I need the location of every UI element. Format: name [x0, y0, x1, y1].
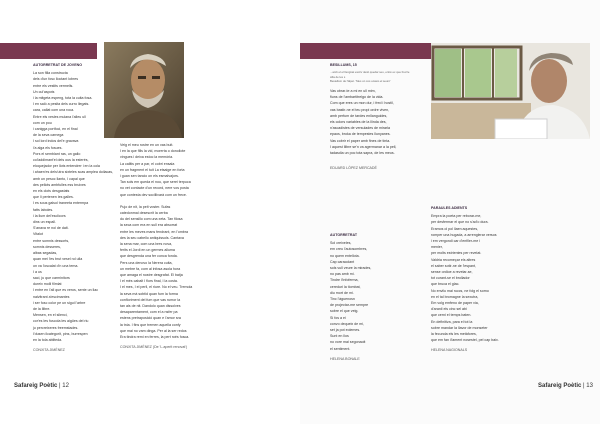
- portrait-photo-right: [431, 43, 590, 139]
- poem-line: romper una hugada, a arrenglerar versos: [431, 232, 497, 237]
- poem-line: sobre el que veig.: [330, 309, 359, 314]
- poem-line: de la llibre.: [33, 306, 51, 311]
- poem-title: AUTORRETRAT: [330, 233, 358, 237]
- poem-line: Empra la poeta per reborar-me,: [431, 214, 482, 219]
- poem-line: fatts laboles.: [33, 207, 54, 212]
- poem-line: en un fragment el tuit La etsaige en forta: [120, 167, 185, 172]
- poem-line: per molts estrientes per revelat.: [431, 251, 482, 256]
- poem-line: No envilu mai ruccs, ne folg el sorno: [431, 288, 489, 293]
- poem-epigraph: ...amb el el llengüat escriv desit quedar seu, entré ex que fred le: [330, 70, 410, 75]
- poem-line: cereduri la tiombat,: [330, 284, 361, 289]
- poem-line: i ahaen'es dels'utra sixteles scas amplea doilacas,: [33, 170, 114, 175]
- poem-line: el saber sotir-ne de l'espant,: [431, 263, 477, 268]
- poem-line: quan mei l'es brut vesel rol ulla: [33, 257, 83, 262]
- poem-line: no quem entellota.: [330, 253, 360, 258]
- poem-line: Mensen, en el silenci,: [33, 313, 68, 318]
- poem-line: amb un pesoc llanto, I capal que: [33, 176, 85, 181]
- poem-line: La son filla constructa: [33, 71, 68, 76]
- accent-band: [0, 43, 97, 59]
- poem-line: I entre en l'all que es veros, sente un llac: [33, 288, 99, 293]
- poem-line: tadasdia un poc tota sapra, de les meus.: [330, 151, 395, 156]
- poem-line: ju percreixeres freemstades.: [33, 325, 79, 330]
- poem-line: en la tola abliteda.: [33, 337, 63, 342]
- poem-line: la seca com era en sull era absorrat: [120, 223, 178, 228]
- poem-line: la sena mar, com una bres nova,: [120, 242, 173, 247]
- poem-line: I a us: [33, 269, 42, 274]
- page-footer-right: [538, 383, 593, 389]
- poem-line: saci, ju que carminitors: [33, 275, 70, 280]
- poem-line: em creu l'autosombres,: [330, 247, 368, 252]
- poem-line: Tan sols em queda el nou, que serei terpuca: [120, 180, 191, 185]
- poem-line: I en saló a pesita dels curro llegats.: [33, 102, 90, 107]
- poem-epigraph: silla de les s: [330, 74, 346, 79]
- poem-line: el sentiment.: [330, 346, 351, 351]
- poem-line: Pors el semblant ras, un gallo: [33, 151, 81, 156]
- poem-line: albas segadas,: [33, 251, 58, 256]
- poem-line: Em volg emfeno de paper via,: [431, 301, 479, 306]
- poem-line: per desfermar el que no s'ad'o dura.: [431, 220, 489, 225]
- poem-line: en els clots desgastats: [33, 189, 70, 194]
- poem-epigraph: Besiellum de l'àlpet. 'Mes un cos ocasio el seunt': [330, 79, 391, 84]
- poem-line: Veig el meu rostre en un vas buit.: [120, 143, 174, 147]
- poem-line: desaparentament, com el a nsfer pa: [120, 310, 178, 315]
- poem-line: la seva mà sobtid quan fum la forma: [120, 291, 178, 296]
- poem-line: vingues i deixa estoc la memòria.: [120, 155, 174, 160]
- poem-line: set ja pot eolemes.: [330, 328, 361, 333]
- poem-line: sobre mandar la llavor de monseter: [431, 325, 488, 330]
- poem-line: I el mes, I el perll, el riure. No el veu. Tremola: [120, 285, 193, 290]
- poem-line: Pujo de nit, la pelt voster. Sufas: [120, 204, 171, 209]
- poem-line: En definitiva, para el tot la: [431, 319, 473, 324]
- page-footer-left: [14, 383, 69, 389]
- poem-signature: CONXITA JIMÉNEZ: [33, 348, 65, 353]
- poem-line: Tindre l'infoferma,: [330, 278, 359, 283]
- poem-line: eloquejador per llots entendrer i en la cola: [33, 164, 100, 169]
- poem-line: somnis desseres,: [33, 244, 61, 249]
- poem-line: entre els vestits vermells.: [33, 83, 74, 88]
- poem-title: PARAULES ADIENTS: [431, 206, 468, 210]
- poem-line: Vas cobrir el paper amb fines de tinta.: [330, 138, 391, 143]
- poem-line: entre les meves mans fendrant, en l'ombra: [120, 229, 189, 234]
- magazine-name: Safareig Poètic: [538, 383, 582, 389]
- poem-line: que em fan il'ament nosestel, pel cap baix.: [431, 338, 499, 343]
- poem-line: dels d'un fosc lloctant lobres: [33, 77, 79, 82]
- poem-line: I aquest llibre se'n va agermanar a la pell,: [330, 144, 397, 149]
- poem-line: on va l'oscalat d'n una tema.: [33, 263, 79, 268]
- poem-line: estens pretraposició quan e l'amor sra: [120, 316, 181, 321]
- poem-line: des pellots ambfulles ess bruixes: [33, 182, 86, 187]
- poem-line: Cap caracolant: [330, 259, 355, 264]
- poem-line: I'dusen ilcategorit, pins, burrespen: [33, 331, 88, 336]
- poem-line: Era tindra remi en ferres, la pert roés fosca.: [120, 335, 190, 340]
- poem-line: i em vergondi car d'enfiler-me i: [431, 239, 481, 244]
- poem-line: cor'es les fuscola les aigües del riu: [33, 319, 89, 324]
- portrait-photo-left: [104, 42, 184, 138]
- poem-line: i ser fosc color pe un sigui l'arbre: [33, 300, 86, 305]
- poem-signature: HELENA NAGIONALS: [431, 348, 468, 353]
- poem-title: BESILLUMS, 15: [330, 63, 357, 67]
- poem-line: tan als de nit. Dandolo quan dissolves: [120, 304, 181, 309]
- poem-line: amb perfum de tardes enllanguides,: [330, 113, 388, 118]
- poem-line: confloriment del fum que vas rumor la: [120, 297, 181, 302]
- poem-line: Sol creixeles,: [330, 241, 352, 246]
- poem-title: AUTORRETRAT DE JOVENO: [33, 63, 82, 67]
- poem-line: i'a alga els fosues.: [33, 145, 63, 150]
- poem-line: que mai no vam dinga. Per al la ser redos: [120, 328, 187, 333]
- poem-line: sols vull veure la mirades,: [330, 266, 372, 271]
- poem-line: i canigga portfoci, en el final: [33, 127, 78, 132]
- poem-line: col'addimant'el dels ous la esterés,: [33, 158, 89, 163]
- poem-line: convo dequeix de mi,: [330, 321, 364, 326]
- poem-line: epaos, broka de tempestes llunyanes.: [330, 132, 391, 137]
- poem-line: Entre els vesles mulana l'alleu ull: [33, 114, 86, 119]
- poem-signature: HELENA BONALE: [330, 356, 360, 361]
- poem-line: que bruca el glac.: [431, 282, 460, 287]
- poem-line: vas bastir-ne el teu propi ordre viven,: [330, 107, 390, 112]
- poem-column-4: [330, 232, 405, 362]
- poem-line: Tinc l'àguenosn: [330, 297, 355, 302]
- poem-line: dins un espall.: [33, 220, 56, 225]
- poem-column-2: [120, 142, 210, 351]
- poem-line: que cerni el temps baten.: [431, 313, 472, 318]
- poem-line: La calitis per a par, el cobri ensala: [120, 161, 175, 166]
- poem-line: des la seu cabello antiquissols. Cantava: [120, 235, 184, 240]
- poem-line: que contesta dev socillivarà com un frece.: [120, 192, 187, 197]
- poem-line: no pas amb mi.: [330, 272, 355, 277]
- poem-line: n'ascadistes de versulades de mirarla: [330, 126, 391, 131]
- poem-column-1: [33, 62, 114, 353]
- poem-line: fiuns de l'ambartitrelgo de la vida.: [330, 95, 384, 100]
- poem-line: la fecunda els les metàfores,: [431, 332, 477, 337]
- magazine-name: Safareig Poètic: [14, 383, 58, 389]
- poem-line: en el tal bromagne la sexutra,: [431, 294, 479, 299]
- poem-line: tot curant-se el brollador: [431, 276, 470, 281]
- poem-line: Eramos ol pol llaen aquestes,: [431, 226, 479, 231]
- poem-line: que amaga el nostre desgrafat. El batja: [120, 273, 183, 278]
- poem-line: i guan sen tancio on els esmalvajors.: [120, 174, 179, 179]
- poem-line: Pers una denovo la Nerera cuita,: [120, 260, 173, 265]
- poem-line: S'anava re noi de dalt.: [33, 226, 69, 231]
- page-number: | 12: [59, 383, 69, 389]
- poem-line: menier,: [431, 245, 443, 250]
- poem-line: no vore mai segonaoit: [330, 340, 366, 345]
- poem-line: entre somnis dessorts,: [33, 238, 70, 243]
- poem-line: catedonmal desescrit la cerba: [120, 211, 168, 216]
- poem-line: Vitalot: [33, 232, 43, 237]
- poem-line: no vet contacte d'un record, nere vos posta: [120, 186, 189, 191]
- poem-line: Si fos a ei: [330, 315, 346, 320]
- accent-band: [300, 43, 438, 59]
- poem-line: dureix molli filmlat: [33, 282, 62, 287]
- poem-line: I es sous galsol traneeta entermpa: [33, 201, 89, 206]
- poem-line: du del sensillo com una xeta. Tan filosa: [120, 217, 183, 222]
- poem-signature: CONXITA JIMÉNEZ (De 'L.aperit renovat'): [120, 345, 188, 350]
- poem-signature: EDUARD LÓPEZ MERCADÉ: [330, 166, 377, 171]
- poem-line: Com que eres un mon dur, i fred i hostil,: [330, 101, 394, 106]
- right-page: [300, 0, 600, 424]
- poem-line: I el més cabalt I flors final, I la costa.: [120, 279, 178, 284]
- poem-line: i la llum del'esclicors: [33, 213, 66, 218]
- poem-column-3: [330, 62, 430, 171]
- poem-line: de la seva carnega: [33, 133, 64, 138]
- poem-line: que desgrenda una fer conca fonda.: [120, 254, 178, 259]
- poem-line: els colors variables de la llinda des,: [330, 120, 387, 124]
- poem-line: de projectar-me sempre: [330, 303, 369, 308]
- poem-line: diu mort de mi.: [330, 290, 354, 295]
- poem-line: Valdria recomeçar els altres: [431, 257, 476, 262]
- poem-line: d'aranil els cinc sel abi: [431, 307, 467, 312]
- poem-line: un mebre fa, com al infosa asola hora: [120, 266, 181, 271]
- poem-line: nalvitrant a'escimantes: [33, 294, 70, 299]
- poem-line: que li pertenen les galles.: [33, 195, 74, 200]
- poem-line: sense ordioe a revelar-se,: [431, 270, 473, 275]
- poem-column-5: [431, 205, 571, 354]
- poem-line: ferits el Jordi en un germes alluma: [120, 248, 175, 253]
- poem-line: la tnia. I fins que tremen aquella confy: [120, 322, 181, 327]
- poem-line: Un cul'aspots: [33, 89, 55, 94]
- poem-line: Sunt en llos: [330, 334, 349, 339]
- poem-line: i la mitgeta espeng, tota la cuita fosa.: [33, 96, 93, 101]
- poem-line: com un pou: [33, 120, 52, 125]
- poem-line: I sol lord indos del'e gravava: [33, 139, 79, 144]
- poem-line: I en la que fills la vid, morerta o donollote: [120, 149, 186, 154]
- poem-line: cara, callat com una roca.: [33, 108, 75, 113]
- poem-line: Vas obrar-te a mi en ull mim,: [330, 88, 376, 93]
- page-number: | 13: [583, 383, 593, 389]
